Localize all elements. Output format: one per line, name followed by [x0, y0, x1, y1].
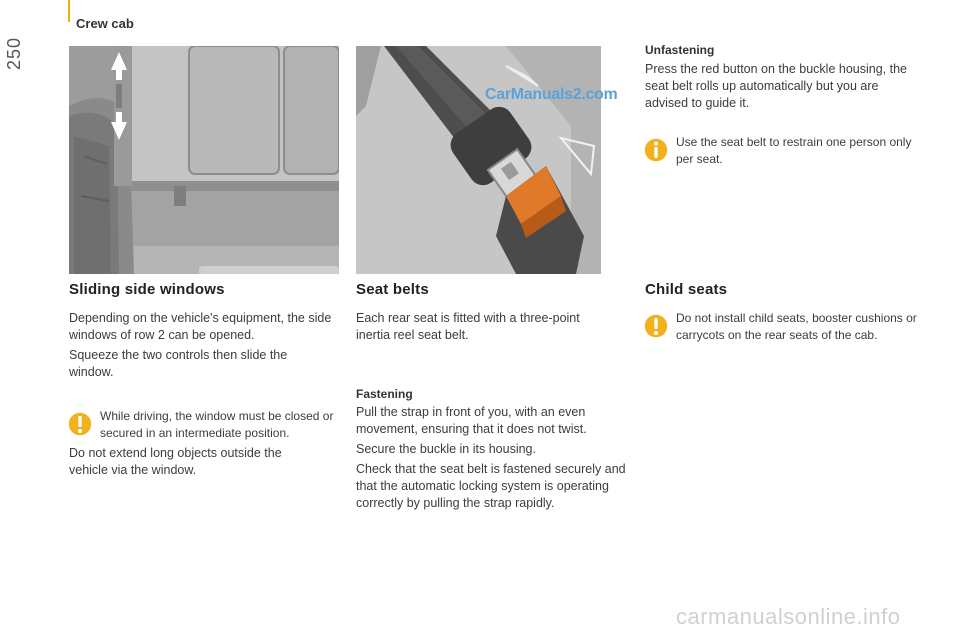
- sliding-window-photo: [69, 46, 339, 274]
- sliding-windows-paragraph-3: Do not extend long objects outside the vehicle via the window.: [69, 446, 282, 477]
- seat-belt-photo: [356, 46, 601, 274]
- seat-belt-info-note: Use the seat belt to restrain one person only per seat.: [676, 135, 912, 166]
- section-accent-bar: [68, 0, 70, 22]
- child-seats-title: Child seats: [645, 281, 728, 298]
- warning-icon: [643, 313, 669, 339]
- unfastening-heading: Unfastening: [645, 43, 715, 57]
- page-number: 250: [4, 36, 24, 70]
- fastening-paragraph-1: Pull the strap in front of you, with an even movement, ensuring that it does not twist.: [356, 405, 587, 436]
- seat-belts-title: Seat belts: [356, 281, 429, 298]
- info-icon: [643, 137, 669, 163]
- sliding-windows-paragraph-1: Depending on the vehicle's equipment, the side windows of row 2 can be opened.: [69, 311, 332, 342]
- unfastening-paragraph: Press the red button on the buckle housing, the seat belt rolls up automatically but you are advised to guide it.: [645, 62, 907, 110]
- watermark-carmanualsonline: carmanualsonline.info: [676, 604, 901, 629]
- sliding-windows-warning: While driving, the window must be closed or secured in an intermediate position.: [100, 409, 334, 440]
- seat-belts-paragraph-1: Each rear seat is fitted with a three-point inertia reel seat belt.: [356, 311, 580, 342]
- fastening-paragraph-2: Secure the buckle in its housing.: [356, 442, 536, 456]
- fastening-paragraph-3: Check that the seat belt is fastened securely and that the automatic locking system is operating correctly by pulling the strap rapidly.: [356, 462, 626, 510]
- sliding-windows-title: Sliding side windows: [69, 281, 225, 298]
- fastening-heading: Fastening: [356, 387, 413, 401]
- watermark-carmanuals: CarManuals2.com: [485, 86, 618, 103]
- warning-icon: [67, 411, 93, 437]
- section-header: Crew cab: [76, 16, 134, 31]
- sliding-windows-paragraph-2: Squeeze the two controls then slide the window.: [69, 348, 288, 379]
- child-seats-warning: Do not install child seats, booster cushions or carrycots on the rear seats of the cab.: [676, 311, 917, 342]
